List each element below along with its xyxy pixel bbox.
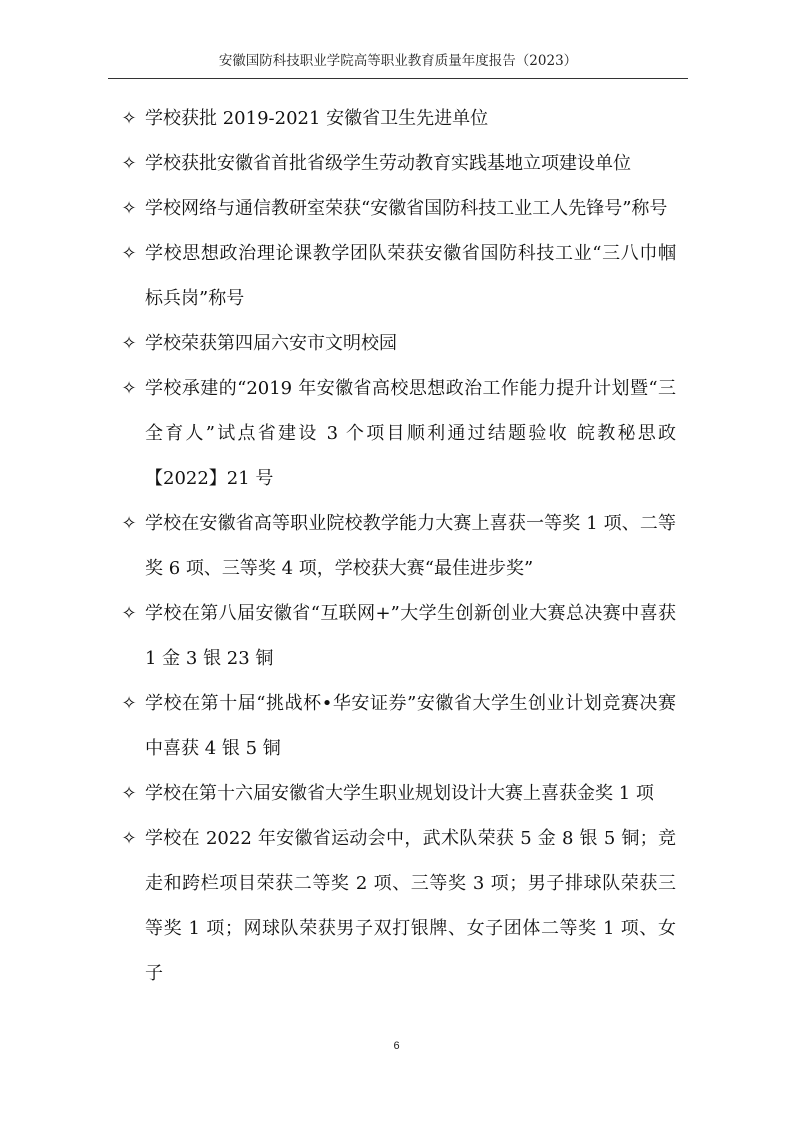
list-item-text: 学校在第十六届安徽省大学生职业规划设计大赛上喜获金奖 1 项 (145, 783, 654, 804)
bullet-icon: ✧ (121, 333, 137, 354)
bullet-icon: ✧ (121, 783, 137, 804)
list-item (116, 96, 676, 141)
list-item-text: 学校在第十届“挑战杯•华安证券”安徽省大学生创业计划竞赛决赛中喜获 4 银 5 铜 (145, 693, 676, 759)
list-item (116, 591, 676, 681)
achievement-list (116, 96, 676, 996)
list-item (116, 501, 676, 591)
bullet-icon: ✧ (121, 378, 137, 399)
bullet-icon: ✧ (121, 513, 137, 534)
list-item (116, 321, 676, 366)
list-item-text: 学校网络与通信教研室荣获“安徽省国防科技工业工人先锋号”称号 (145, 198, 668, 219)
list-item (116, 141, 676, 186)
bullet-icon: ✧ (121, 153, 137, 174)
list-item (116, 366, 676, 501)
list-item (116, 771, 676, 816)
list-item-text: 学校在安徽省高等职业院校教学能力大赛上喜获一等奖 1 项、二等奖 6 项、三等奖 4 项，学校获大赛“最佳进步奖” (145, 513, 676, 579)
list-item-text: 学校承建的“2019 年安徽省高校思想政治工作能力提升计划暨“三全育人”试点省建设 3 个项目顺利通过结题验收 皖教秘思政【2022】21 号 (145, 378, 676, 489)
list-item-text: 学校荣获第四届六安市文明校园 (145, 333, 397, 354)
list-item-text: 学校在 2022 年安徽省运动会中，武术队荣获 5 金 8 银 5 铜；竞走和跨栏项目荣获二等奖 2 项、三等奖 3 项；男子排球队荣获三等奖 1 项；网球队荣获男子双打银牌、女子团体二等奖 1 项、女子 (145, 828, 676, 984)
header-title: 安徽国防科技职业学院高等职业教育质量年度报告（2023） (218, 53, 578, 69)
bullet-icon: ✧ (121, 198, 137, 219)
list-item-text: 学校在第八届安徽省“互联网+”大学生创新创业大赛总决赛中喜获 1 金 3 银 23 铜 (145, 603, 676, 669)
bullet-icon: ✧ (121, 828, 137, 849)
bullet-icon: ✧ (121, 693, 137, 714)
list-item-text: 学校思想政治理论课教学团队荣获安徽省国防科技工业“三八巾帼标兵岗”称号 (145, 243, 676, 309)
page-header (108, 52, 688, 79)
bullet-icon: ✧ (121, 603, 137, 624)
list-item (116, 231, 676, 321)
list-item (116, 186, 676, 231)
page-number: 6 (393, 1040, 400, 1052)
list-item-text: 学校获批 2019-2021 安徽省卫生先进单位 (145, 108, 489, 129)
list-item (116, 816, 676, 996)
list-item (116, 681, 676, 771)
bullet-icon: ✧ (121, 108, 137, 129)
list-item-text: 学校获批安徽省首批省级学生劳动教育实践基地立项建设单位 (145, 153, 631, 174)
bullet-icon: ✧ (121, 243, 137, 264)
